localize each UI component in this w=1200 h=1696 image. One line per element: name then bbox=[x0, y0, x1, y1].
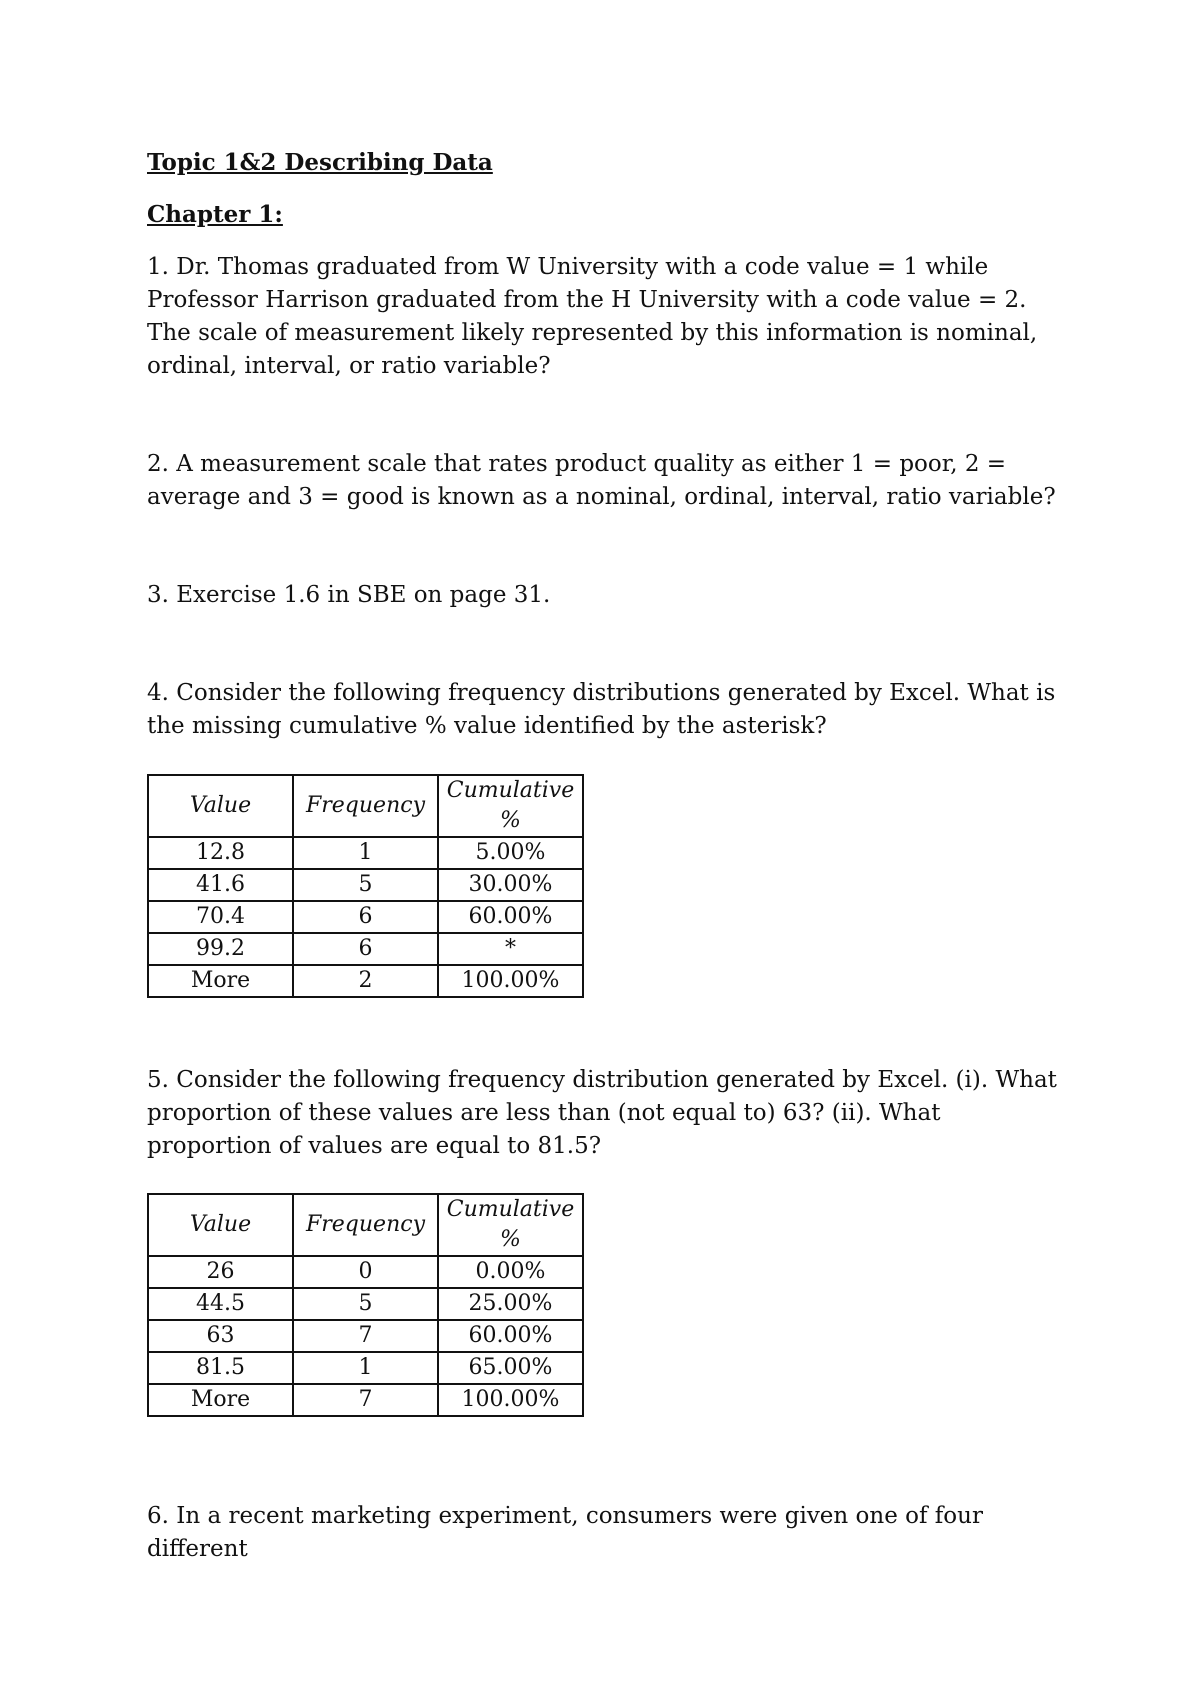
question-2: 2. A measurement scale that rates product quality as either 1 = poor, 2 = average and 3 = good is known as a nominal, ordinal, interval, ratio variable? bbox=[147, 451, 1056, 510]
cell-value: More bbox=[148, 965, 293, 997]
column-header-frequency: Frequency bbox=[293, 1194, 438, 1256]
cell-cumulative: 100.00% bbox=[438, 1384, 583, 1416]
column-header-value: Value bbox=[148, 1194, 293, 1256]
table-header-row bbox=[148, 775, 583, 837]
cell-value: 26 bbox=[148, 1256, 293, 1288]
cell-frequency: 6 bbox=[293, 901, 438, 933]
table-header-row bbox=[148, 1194, 583, 1256]
cell-cumulative: 0.00% bbox=[438, 1256, 583, 1288]
column-header-cumulative: Cumulative % bbox=[438, 775, 583, 837]
frequency-table-q5 bbox=[147, 1193, 584, 1417]
cell-value: 12.8 bbox=[148, 837, 293, 869]
cell-value: 41.6 bbox=[148, 869, 293, 901]
cell-frequency: 1 bbox=[293, 837, 438, 869]
cell-frequency: 5 bbox=[293, 1288, 438, 1320]
cell-cumulative: 100.00% bbox=[438, 965, 583, 997]
cell-cumulative: 5.00% bbox=[438, 837, 583, 869]
cell-cumulative: * bbox=[438, 933, 583, 965]
question-1: 1. Dr. Thomas graduated from W University with a code value = 1 while Professor Harrison graduated from the H University with a code value = 2. The scale of measurement likely represented by this information is nominal, ordinal, interval, or ratio variable? bbox=[147, 254, 1038, 379]
cell-frequency: 1 bbox=[293, 1352, 438, 1384]
chapter-heading: Chapter 1: bbox=[147, 201, 283, 228]
question-5: 5. Consider the following frequency distribution generated by Excel. (i). What proportion of these values are less than (not equal to) 63? (ii). What proportion of values are equal to 81.5? bbox=[147, 1067, 1057, 1159]
cell-value: 81.5 bbox=[148, 1352, 293, 1384]
table-row bbox=[148, 869, 583, 901]
cell-cumulative: 30.00% bbox=[438, 869, 583, 901]
cell-value: More bbox=[148, 1384, 293, 1416]
cell-cumulative: 60.00% bbox=[438, 1320, 583, 1352]
cell-frequency: 2 bbox=[293, 965, 438, 997]
table-row bbox=[148, 837, 583, 869]
table-row bbox=[148, 1288, 583, 1320]
cell-cumulative: 25.00% bbox=[438, 1288, 583, 1320]
document-title: Topic 1&2 Describing Data bbox=[147, 149, 493, 176]
question-4: 4. Consider the following frequency distributions generated by Excel. What is the missing cumulative % value identified by the asterisk? bbox=[147, 680, 1056, 739]
column-header-cumulative: Cumulative % bbox=[438, 1194, 583, 1256]
table-row bbox=[148, 1352, 583, 1384]
cell-value: 99.2 bbox=[148, 933, 293, 965]
table-row bbox=[148, 1320, 583, 1352]
cell-frequency: 7 bbox=[293, 1320, 438, 1352]
cell-cumulative: 65.00% bbox=[438, 1352, 583, 1384]
cell-value: 70.4 bbox=[148, 901, 293, 933]
question-6: 6. In a recent marketing experiment, consumers were given one of four different bbox=[147, 1503, 983, 1562]
cell-frequency: 7 bbox=[293, 1384, 438, 1416]
question-3: 3. Exercise 1.6 in SBE on page 31. bbox=[147, 582, 551, 608]
cell-value: 44.5 bbox=[148, 1288, 293, 1320]
table-row bbox=[148, 901, 583, 933]
table-row bbox=[148, 1384, 583, 1416]
cell-cumulative: 60.00% bbox=[438, 901, 583, 933]
column-header-value: Value bbox=[148, 775, 293, 837]
cell-frequency: 6 bbox=[293, 933, 438, 965]
cell-frequency: 5 bbox=[293, 869, 438, 901]
cell-value: 63 bbox=[148, 1320, 293, 1352]
table-row bbox=[148, 933, 583, 965]
frequency-table-q4 bbox=[147, 774, 584, 998]
cell-frequency: 0 bbox=[293, 1256, 438, 1288]
table-row bbox=[148, 965, 583, 997]
column-header-frequency: Frequency bbox=[293, 775, 438, 837]
table-row bbox=[148, 1256, 583, 1288]
